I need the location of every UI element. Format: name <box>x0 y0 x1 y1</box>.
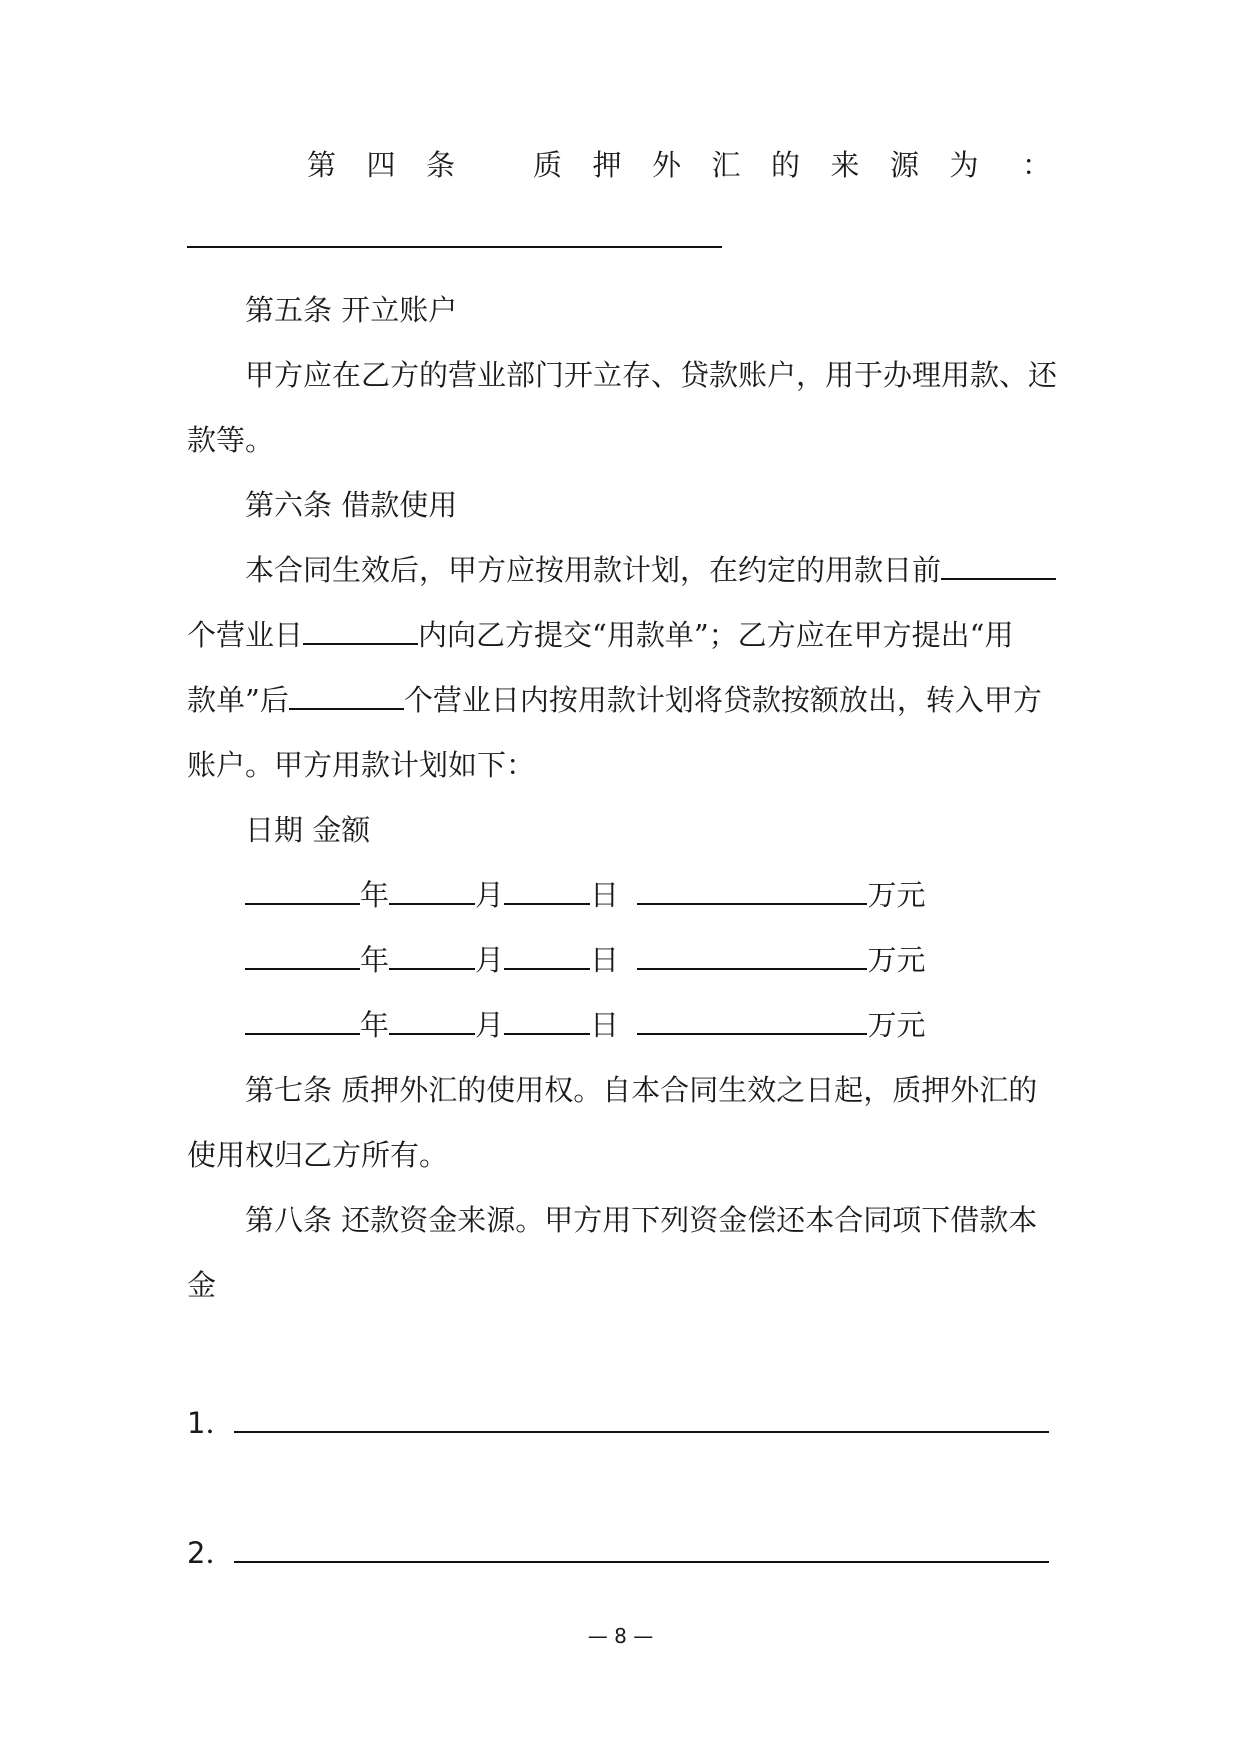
month-blank <box>389 877 475 905</box>
article6-line4: 账户。甲方用款计划如下： <box>187 748 536 782</box>
year-label: 年 <box>360 1008 390 1042</box>
article5-body-line2: 款等。 <box>187 423 275 457</box>
month-label: 月 <box>475 1008 505 1042</box>
month-label: 月 <box>475 943 505 977</box>
business-days-blank <box>303 617 418 645</box>
article6-line3 <box>187 680 1042 720</box>
day-label: 日 <box>590 943 620 977</box>
plan-row <box>245 940 926 980</box>
article7-line2: 使用权归乙方所有。 <box>187 1138 449 1172</box>
article6-line2-a: 个营业日 <box>187 618 304 652</box>
item1-blank <box>234 1405 1049 1433</box>
article8-line1: 第八条 还款资金来源。甲方用下列资金偿还本合同项下借款本 <box>245 1203 1038 1237</box>
article6-line3-b: 个营业日内按用款计划将贷款按额放出，转入甲方 <box>403 683 1042 717</box>
year-blank <box>245 1007 360 1035</box>
release-days-blank <box>289 682 404 710</box>
article4-text: 质押外汇的来源为 <box>533 148 1010 182</box>
day-blank <box>504 1007 590 1035</box>
day-blank <box>504 877 590 905</box>
year-label: 年 <box>360 943 390 977</box>
year-label: 年 <box>360 878 390 912</box>
unit-label: 万元 <box>867 943 926 977</box>
month-blank <box>389 1007 475 1035</box>
plan-row <box>245 1005 926 1045</box>
plan-row <box>245 875 926 915</box>
article6-line2 <box>187 615 1014 655</box>
day-label: 日 <box>590 878 620 912</box>
item2-number: 2． <box>187 1536 235 1570</box>
day-label: 日 <box>590 1008 620 1042</box>
article6-line1 <box>245 550 1056 590</box>
day-blank <box>504 942 590 970</box>
year-blank <box>245 877 360 905</box>
item2-blank <box>234 1535 1049 1563</box>
year-blank <box>245 942 360 970</box>
article4-colon: ： <box>1022 148 1052 182</box>
article8-line2: 金 <box>187 1268 217 1302</box>
article5-body-line1: 甲方应在乙方的营业部门开立存、贷款账户，用于办理用款、还 <box>245 358 1058 392</box>
repayment-source-item-2 <box>187 1533 1049 1573</box>
article6-heading: 第六条 借款使用 <box>245 488 458 522</box>
article5-heading: 第五条 开立账户 <box>245 293 458 327</box>
article4-source-blank <box>187 218 722 258</box>
unit-label: 万元 <box>867 1008 926 1042</box>
days-before-blank <box>941 552 1056 580</box>
article6-line3-a: 款单”后 <box>187 683 289 717</box>
unit-label: 万元 <box>867 878 926 912</box>
month-blank <box>389 942 475 970</box>
plan-table-header: 日期 金额 <box>245 813 371 847</box>
amount-blank <box>637 942 867 970</box>
month-label: 月 <box>475 878 505 912</box>
page-number: — 8 — <box>587 1624 654 1648</box>
article6-line2-b: 内向乙方提交“用款单”；乙方应在甲方提出“用 <box>418 618 1014 652</box>
article6-line1-text: 本合同生效后，甲方应按用款计划，在约定的用款日前 <box>245 553 942 587</box>
article4-heading: 第四条 <box>307 148 486 182</box>
item1-number: 1． <box>187 1406 235 1440</box>
amount-blank <box>637 1007 867 1035</box>
repayment-source-item-1 <box>187 1403 1049 1443</box>
article7-line1: 第七条 质押外汇的使用权。自本合同生效之日起，质押外汇的 <box>245 1073 1038 1107</box>
amount-blank <box>637 877 867 905</box>
